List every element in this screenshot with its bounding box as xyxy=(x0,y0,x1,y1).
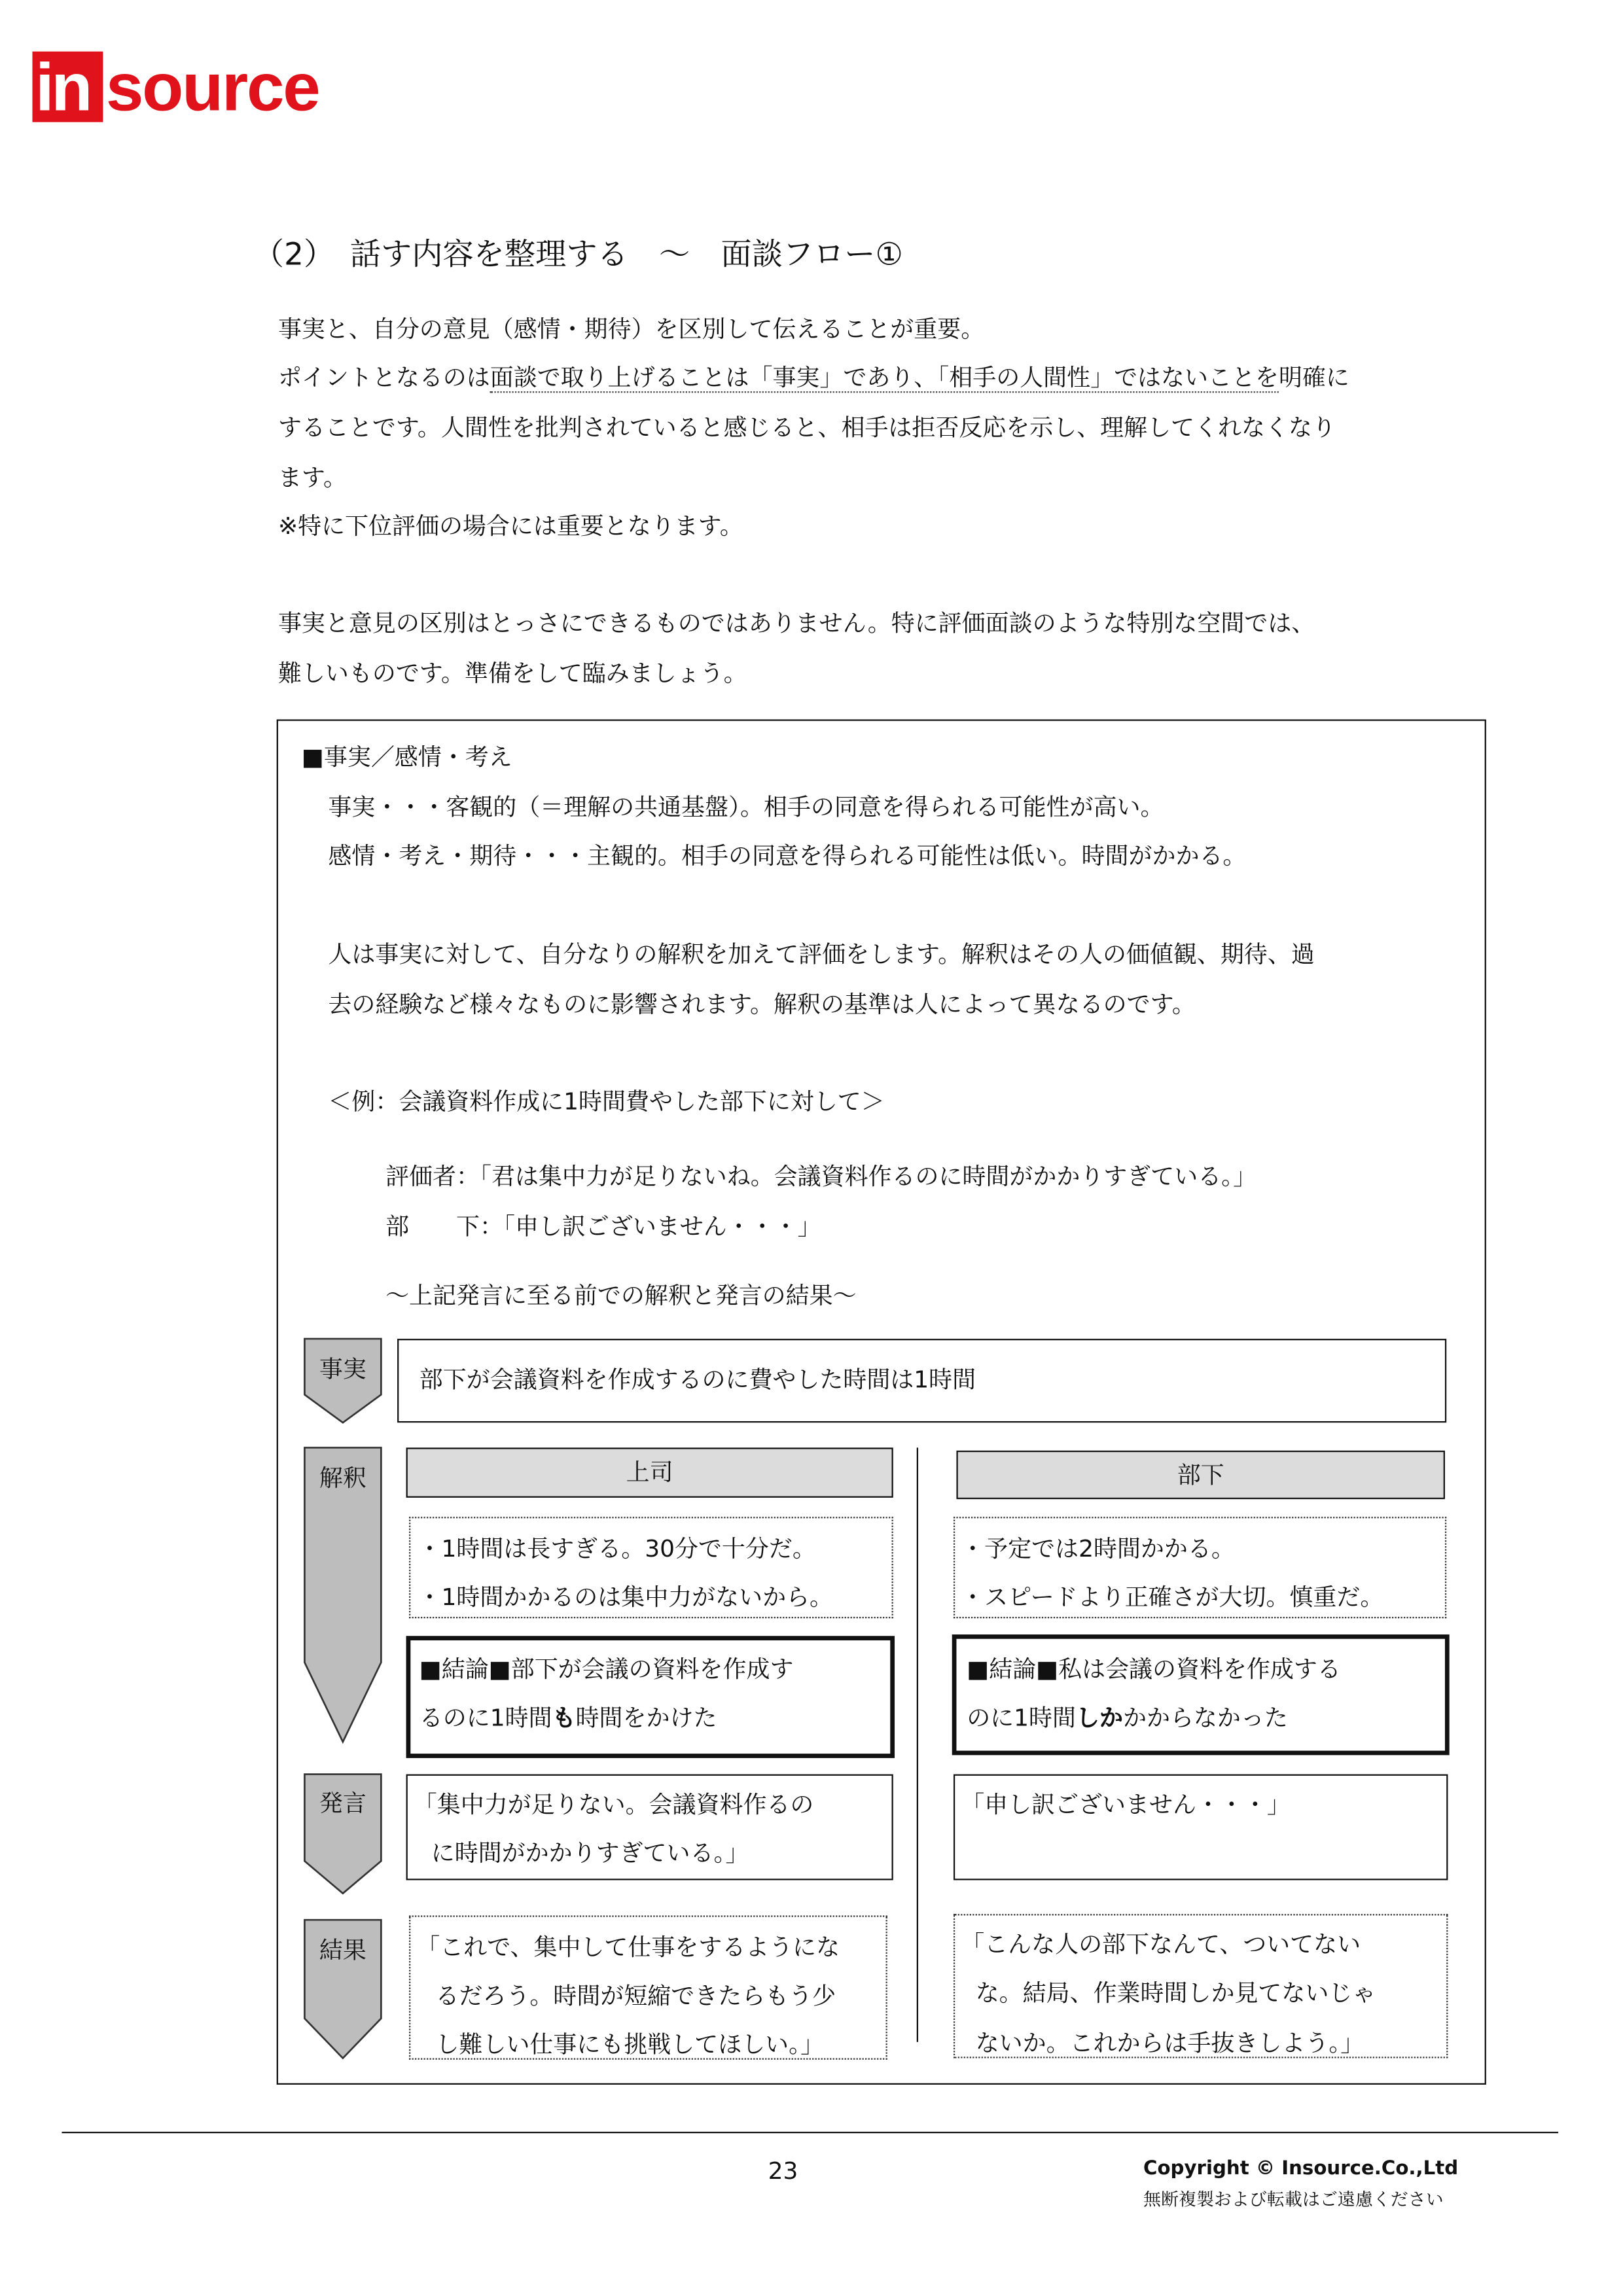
intro-line-7: 難しいものです。準備をして臨みましょう。 xyxy=(277,659,747,688)
stage-label-interpretation: 解釈 xyxy=(319,1464,366,1492)
intro-line-1: 事実と、自分の意見（感情・期待）を区別して伝えることが重要。 xyxy=(277,315,985,343)
boss-statement-2: に時間がかかりすぎている。」 xyxy=(431,1839,749,1867)
boss-conclusion-2a: るのに1時間 xyxy=(419,1703,552,1732)
boss-conclusion-2c: 時間をかけた xyxy=(575,1703,717,1732)
boss-statement-1: 「集中力が足りない。会議資料作るの xyxy=(413,1790,814,1819)
box-title: ■事実／感情・考え xyxy=(301,743,512,771)
feeling-definition: 感情・考え・期待・・・主観的。相手の同意を得られる可能性は低い。時間がかかる。 xyxy=(328,841,1247,870)
logo-source-text: source xyxy=(105,48,319,126)
subordinate-line: 部 下：「申し訳ございません・・・」 xyxy=(385,1212,821,1241)
boss-interp-2: ・1時間かかるのは集中力がないから。 xyxy=(418,1583,834,1612)
subordinate-conclusion-2 xyxy=(967,1699,1288,1733)
boss-conclusion-emphasis: も xyxy=(552,1703,576,1732)
evaluator-line: 評価者：「君は集中力が足りないね。会議資料作るのに時間がかかりすぎている。」 xyxy=(385,1162,1257,1190)
intro-line-4: ます。 xyxy=(277,463,348,491)
subordinate-result-3: ないか。これからは手抜きしよう。」 xyxy=(975,2028,1364,2057)
page-number: 23 xyxy=(768,2157,798,2185)
intro-line-5: ※特に下位評価の場合には重要となります。 xyxy=(277,512,743,540)
copyright-text: Copyright © Insource.Co.,Ltd xyxy=(1143,2158,1459,2181)
intro-line-2-c: 明確に xyxy=(1278,363,1349,392)
stage-label-fact: 事実 xyxy=(319,1354,366,1383)
column-divider xyxy=(917,1447,918,2041)
intro-line-6: 事実と意見の区別はとっさにできるものではありません。特に評価面談のような特別な空間では、 xyxy=(277,609,1315,637)
subordinate-result-2: な。結局、作業時間しか見てないじゃ xyxy=(975,1979,1376,2007)
logo-in-text: in xyxy=(35,48,90,126)
intro-line-2-a: ポイントとなるのは xyxy=(277,363,490,392)
stage-label-statement: 発言 xyxy=(319,1789,366,1817)
explanation-line-2: 去の経験など様々なものに影響されます。解釈の基準は人によって異なるのです。 xyxy=(328,990,1196,1018)
boss-interp-1: ・1時間は長すぎる。30分で十分だ。 xyxy=(418,1534,816,1563)
subordinate-interp-1: ・予定では2時間かかる。 xyxy=(961,1534,1235,1563)
explanation-line-1: 人は事実に対して、自分なりの解釈を加えて評価をします。解釈はその人の価値観、期待、過 xyxy=(328,940,1315,968)
subordinate-result-1: 「こんな人の部下なんて、ついてない xyxy=(961,1930,1361,1958)
section-heading: （2） 話す内容を整理する ～ 面談フロー① xyxy=(253,236,903,272)
stage-label-result: 結果 xyxy=(319,1935,366,1964)
boss-header: 上司 xyxy=(406,1447,893,1497)
footer-divider xyxy=(62,2132,1558,2133)
fact-text: 部下が会議資料を作成するのに費やした時間は1時間 xyxy=(419,1365,976,1394)
intro-line-2-underlined: 面談で取り上げることは「事実」であり、「相手の人間性」ではないことを xyxy=(490,363,1279,393)
copyright-notice: 無断複製および転載はご遠慮ください xyxy=(1143,2189,1444,2210)
boss-result-1: 「これで、集中して仕事をするようにな xyxy=(416,1933,840,1962)
subordinate-conclusion-2c: かからなかった xyxy=(1122,1703,1288,1732)
subordinate-conclusion-1: ■結論■私は会議の資料を作成する xyxy=(967,1655,1341,1684)
subordinate-interp-2: ・スピードより正確さが大切。慎重だ。 xyxy=(961,1583,1384,1612)
fact-definition: 事実・・・客観的（＝理解の共通基盤）。相手の同意を得られる可能性が高い。 xyxy=(328,792,1164,821)
subordinate-conclusion-emphasis: しか xyxy=(1076,1703,1123,1732)
boss-conclusion-2 xyxy=(419,1699,717,1733)
boss-result-3: し難しい仕事にも挑戦してほしい。」 xyxy=(435,2030,825,2058)
example-title: ＜例：会議資料作成に1時間費やした部下に対して＞ xyxy=(328,1087,885,1116)
flow-subheading: ～上記発言に至る前での解釈と発言の結果～ xyxy=(385,1281,857,1310)
boss-result-2: るだろう。時間が短縮できたらもう少 xyxy=(435,1981,836,2010)
subordinate-statement-1: 「申し訳ございません・・・」 xyxy=(961,1790,1291,1819)
intro-line-3: することです。人間性を批判されていると感じると、相手は拒否反応を示し、理解してくれなくなり xyxy=(277,413,1336,442)
subordinate-conclusion-2a: のに1時間 xyxy=(967,1703,1077,1732)
boss-conclusion-1: ■結論■部下が会議の資料を作成す xyxy=(419,1655,794,1684)
subordinate-header: 部下 xyxy=(956,1451,1444,1499)
